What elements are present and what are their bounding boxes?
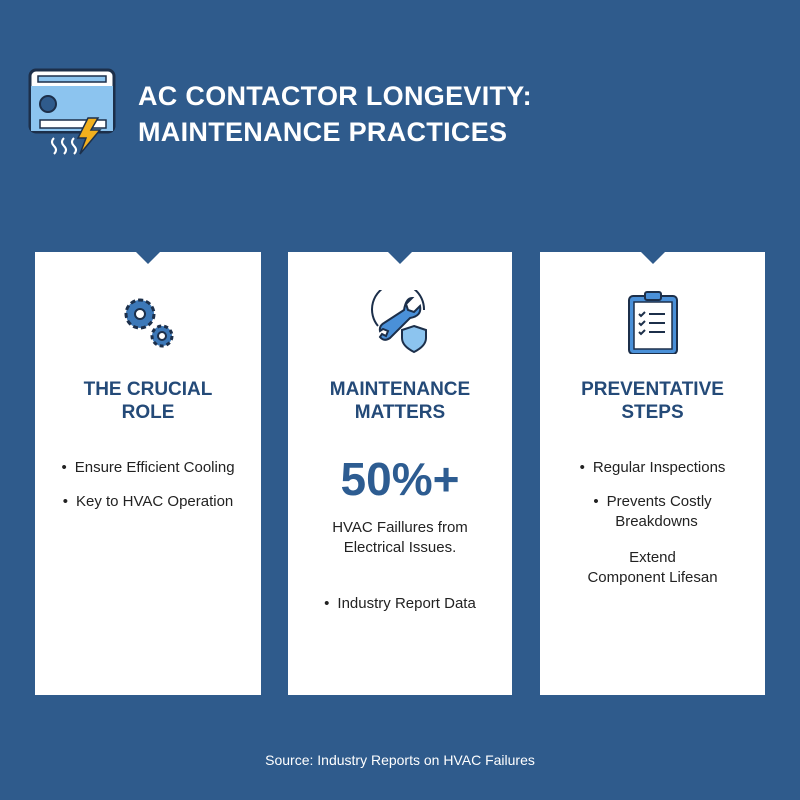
bullet-list	[288, 594, 512, 628]
list-item-continuation: Breakdowns	[615, 513, 698, 530]
source-note: Source: Industry Reports on HVAC Failures	[265, 752, 535, 768]
clipboard-checklist-icon	[621, 290, 685, 354]
list-item: • Key to HVAC Operation	[35, 492, 261, 512]
title-line-1: AC CONTACTOR LONGEVITY:	[138, 81, 532, 111]
card-title: PREVENTATIVE STEPS	[581, 379, 724, 423]
list-item: • Ensure Efficient Cooling	[35, 458, 261, 478]
title-line-2: MAINTENANCE PRACTICES	[138, 117, 508, 147]
page-title	[138, 78, 532, 150]
gears-icon	[116, 290, 180, 354]
stat-value: 50%+	[340, 453, 460, 505]
card-preventative-steps	[540, 252, 765, 695]
list-item: • Regular Inspections	[540, 458, 765, 478]
header	[28, 68, 118, 158]
air-conditioner-icon	[28, 68, 118, 158]
stat-description: HVAC Faillures from Electrical Issues.	[332, 519, 468, 556]
bullet-list	[540, 458, 765, 546]
list-item: • Prevents Costly	[540, 492, 765, 512]
card-maintenance-matters	[288, 252, 512, 695]
bullet-list	[35, 458, 261, 526]
extend-lifespan-text: Extend Component Lifesan	[587, 549, 718, 586]
wrench-shield-icon	[368, 290, 432, 354]
card-crucial-role	[35, 252, 261, 695]
card-title: MAINTENANCE MATTERS	[329, 379, 471, 423]
card-title: THE CRUCIAL ROLE	[83, 379, 213, 423]
list-item: • Industry Report Data	[288, 594, 512, 614]
